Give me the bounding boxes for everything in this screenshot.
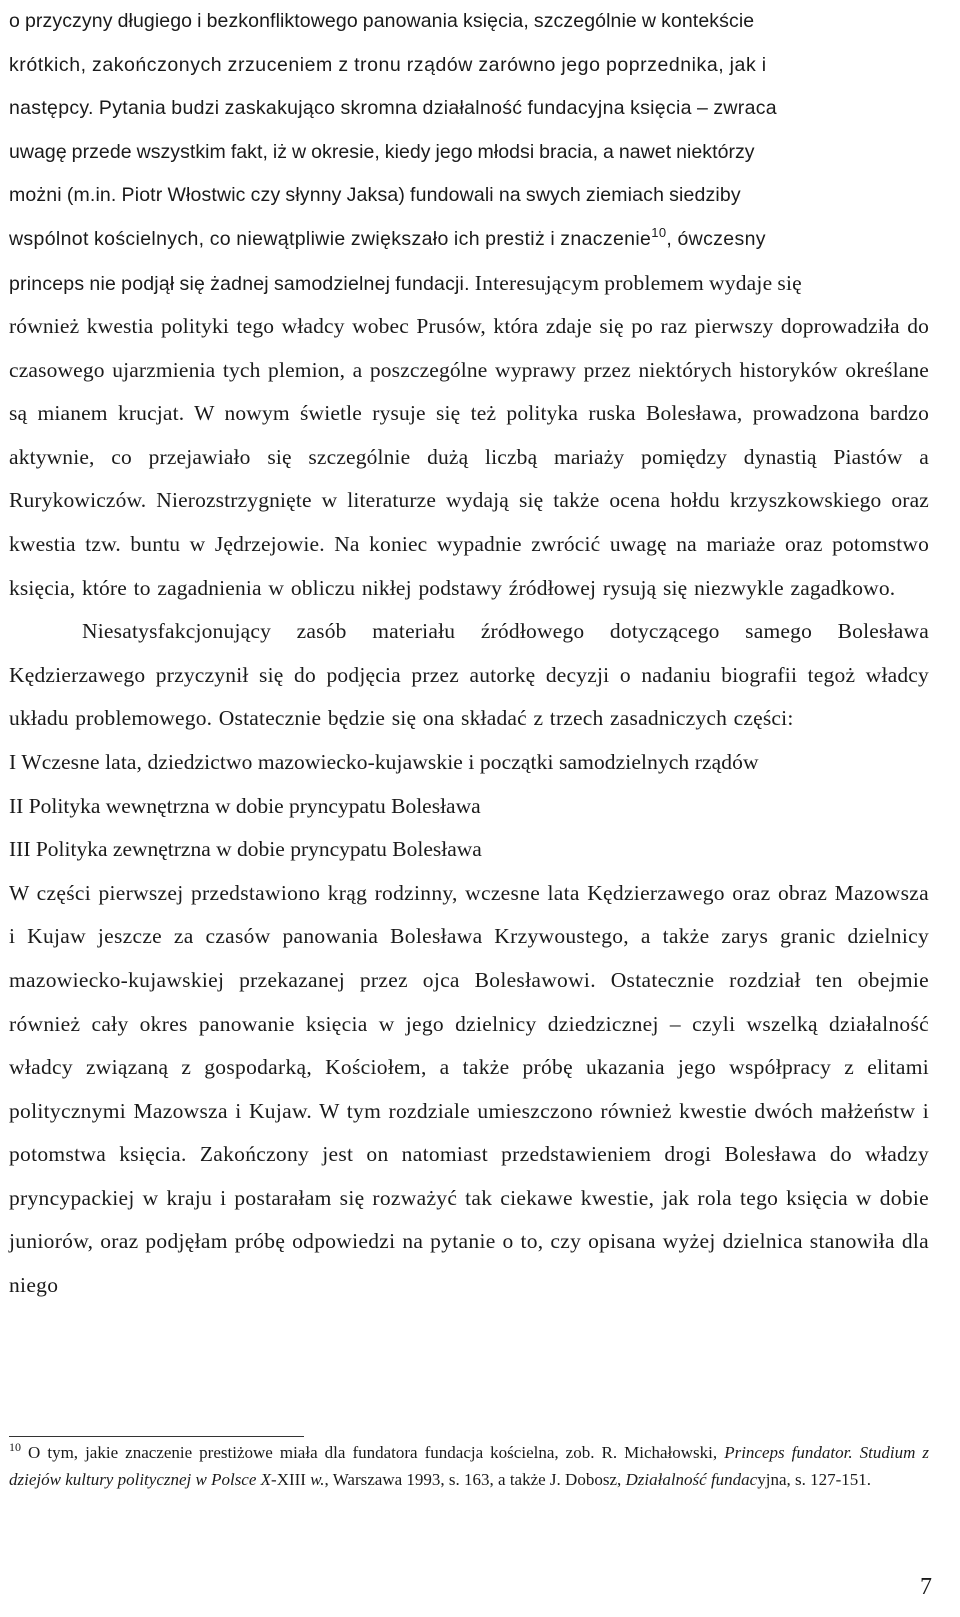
text-fragment: wspólnot kościelnych, co niewątpliwie zwiększało ich prestiż i znaczenie [9, 227, 652, 250]
part-item: II Polityka wewnętrzna w dobie pryncypatu Bolesława [9, 793, 481, 818]
footnote-title: w. [305, 1469, 325, 1489]
serif-body [9, 305, 929, 1308]
text-line: krótkich, zakończonych zrzuceniem z tronu rządów zarówno jego poprzednika, jak i [9, 53, 767, 76]
paragraph: Niesatysfakcjonujący zasób materiału źródłowego dotyczącego samego Bolesława Kędzierzawego przyczynił się do podjęcia przez autorkę decyzji o nadaniu biografii tegoż władcy układu problemowego. Ostatecznie będzie się ona składać z trzech zasadniczych części: [9, 619, 929, 731]
paragraph-intro [9, 0, 929, 306]
footnote-number: 10 [9, 1440, 21, 1454]
footnote-reference: 10 [651, 224, 667, 240]
text-fragment: Interesującym problemem wydaje się [469, 270, 802, 295]
footnote-divider [9, 1436, 304, 1437]
page-number: 7 [920, 1574, 932, 1600]
footnote-text: yjna, s. 127-151. [757, 1469, 872, 1489]
part-item: I Wczesne lata, dziedzictwo mazowiecko-kujawskie i początki samodzielnych rządów [9, 749, 759, 774]
footnote-text: , Warszawa 1993, s. 163, a także J. Dobosz, [324, 1469, 626, 1489]
text-line-mixed [9, 262, 929, 307]
footnote-text: XIII [276, 1469, 306, 1489]
footnote-title: Działalność fundac [625, 1469, 758, 1489]
text-fragment: princeps nie podjął się żadnej samodzielnej fundacji. [9, 272, 470, 295]
text-line: uwagę przede wszystkim fakt, iż w okresie, kiedy jego młodsi bracia, a nawet niektórzy [9, 140, 755, 163]
parts-list [9, 741, 929, 872]
part-item: III Polityka zewnętrzna w dobie pryncypatu Bolesława [9, 837, 482, 862]
footnote [9, 1440, 929, 1493]
footnote-text: O tym, jakie znaczenie prestiżowe miała dla fundatora fundacja kościelna, zob. R. Michałowski, [21, 1443, 725, 1462]
paragraph: W części pierwszej przedstawiono krąg rodzinny, wczesne lata Kędzierzawego oraz obraz Mazowsza i Kujaw jeszcze za czasów panowania Bolesława Krzywoustego, a także zarys granic dzielnicy mazowiecko-kujawskiej przekazanej przez ojca Bolesławowi. Ostatecznie rozdział ten obejmie również cały okres panowanie księcia w jego dzielnicy dziedzicznej – czyli wszelką działalność władcy związaną z gospodarką, Kościołem, a także próbę ukazania jego współpracy z elitami politycznymi Mazowsza i Kujaw. W tym rozdziale umieszczono również kwestie dwóch małżeństw i potomstwa księcia. Zakończony jest on natomiast przedstawieniem drogi Bolesława do władzy pryncypackiej w kraju i postarałam się rozważyć tak ciekawe kwestie, jak rola tego księcia w dobie juniorów, oraz podjęłam próbę odpowiedzi na pytanie o to, czy opisana wyżej dzielnica stanowiła dla niego [9, 880, 929, 1298]
text-line: możni (m.in. Piotr Włostwic czy słynny Jaksa) fundowali na swych ziemiach siedziby [9, 184, 741, 207]
text-line: następcy. Pytania budzi zaskakująco skromna działalność fundacyjna księcia – zwraca [9, 97, 777, 120]
text-line-with-footnote-ref [9, 218, 929, 262]
footnote-title: Princeps fundator. Studium z dziejów kultury politycznej w Polsce X- [9, 1443, 929, 1489]
paragraph: również kwestia polityki tego władcy wobec Prusów, która zdaje się po raz pierwszy doprowadziła do czasowego ujarzmienia tych plemion, a poszczególne wyprawy przez niektórych historyków określane są mianem krucjat. W nowym świetle rysuje się też polityka ruska Bolesława, prowadzona bardzo aktywnie, co przejawiało się szczególnie dużą liczbą mariaży pomiędzy dynastią Piastów a Rurykowiczów. Nierozstrzygnięte w literaturze wydają się także ocena hołdu krzyszkowskiego oraz kwestia tzw. buntu w Jędrzejowie. Na koniec wypadnie zwrócić uwagę na mariaże oraz potomstwo księcia, które to zagadnienia w obliczu nikłej podstawy źródłowej rysują się niezwykle zagadkowo. [9, 314, 929, 600]
text-line: o przyczyny długiego i bezkonfliktowego panowania księcia, szczególnie w kontekście [9, 10, 755, 32]
text-fragment: , ówczesny [666, 227, 766, 250]
